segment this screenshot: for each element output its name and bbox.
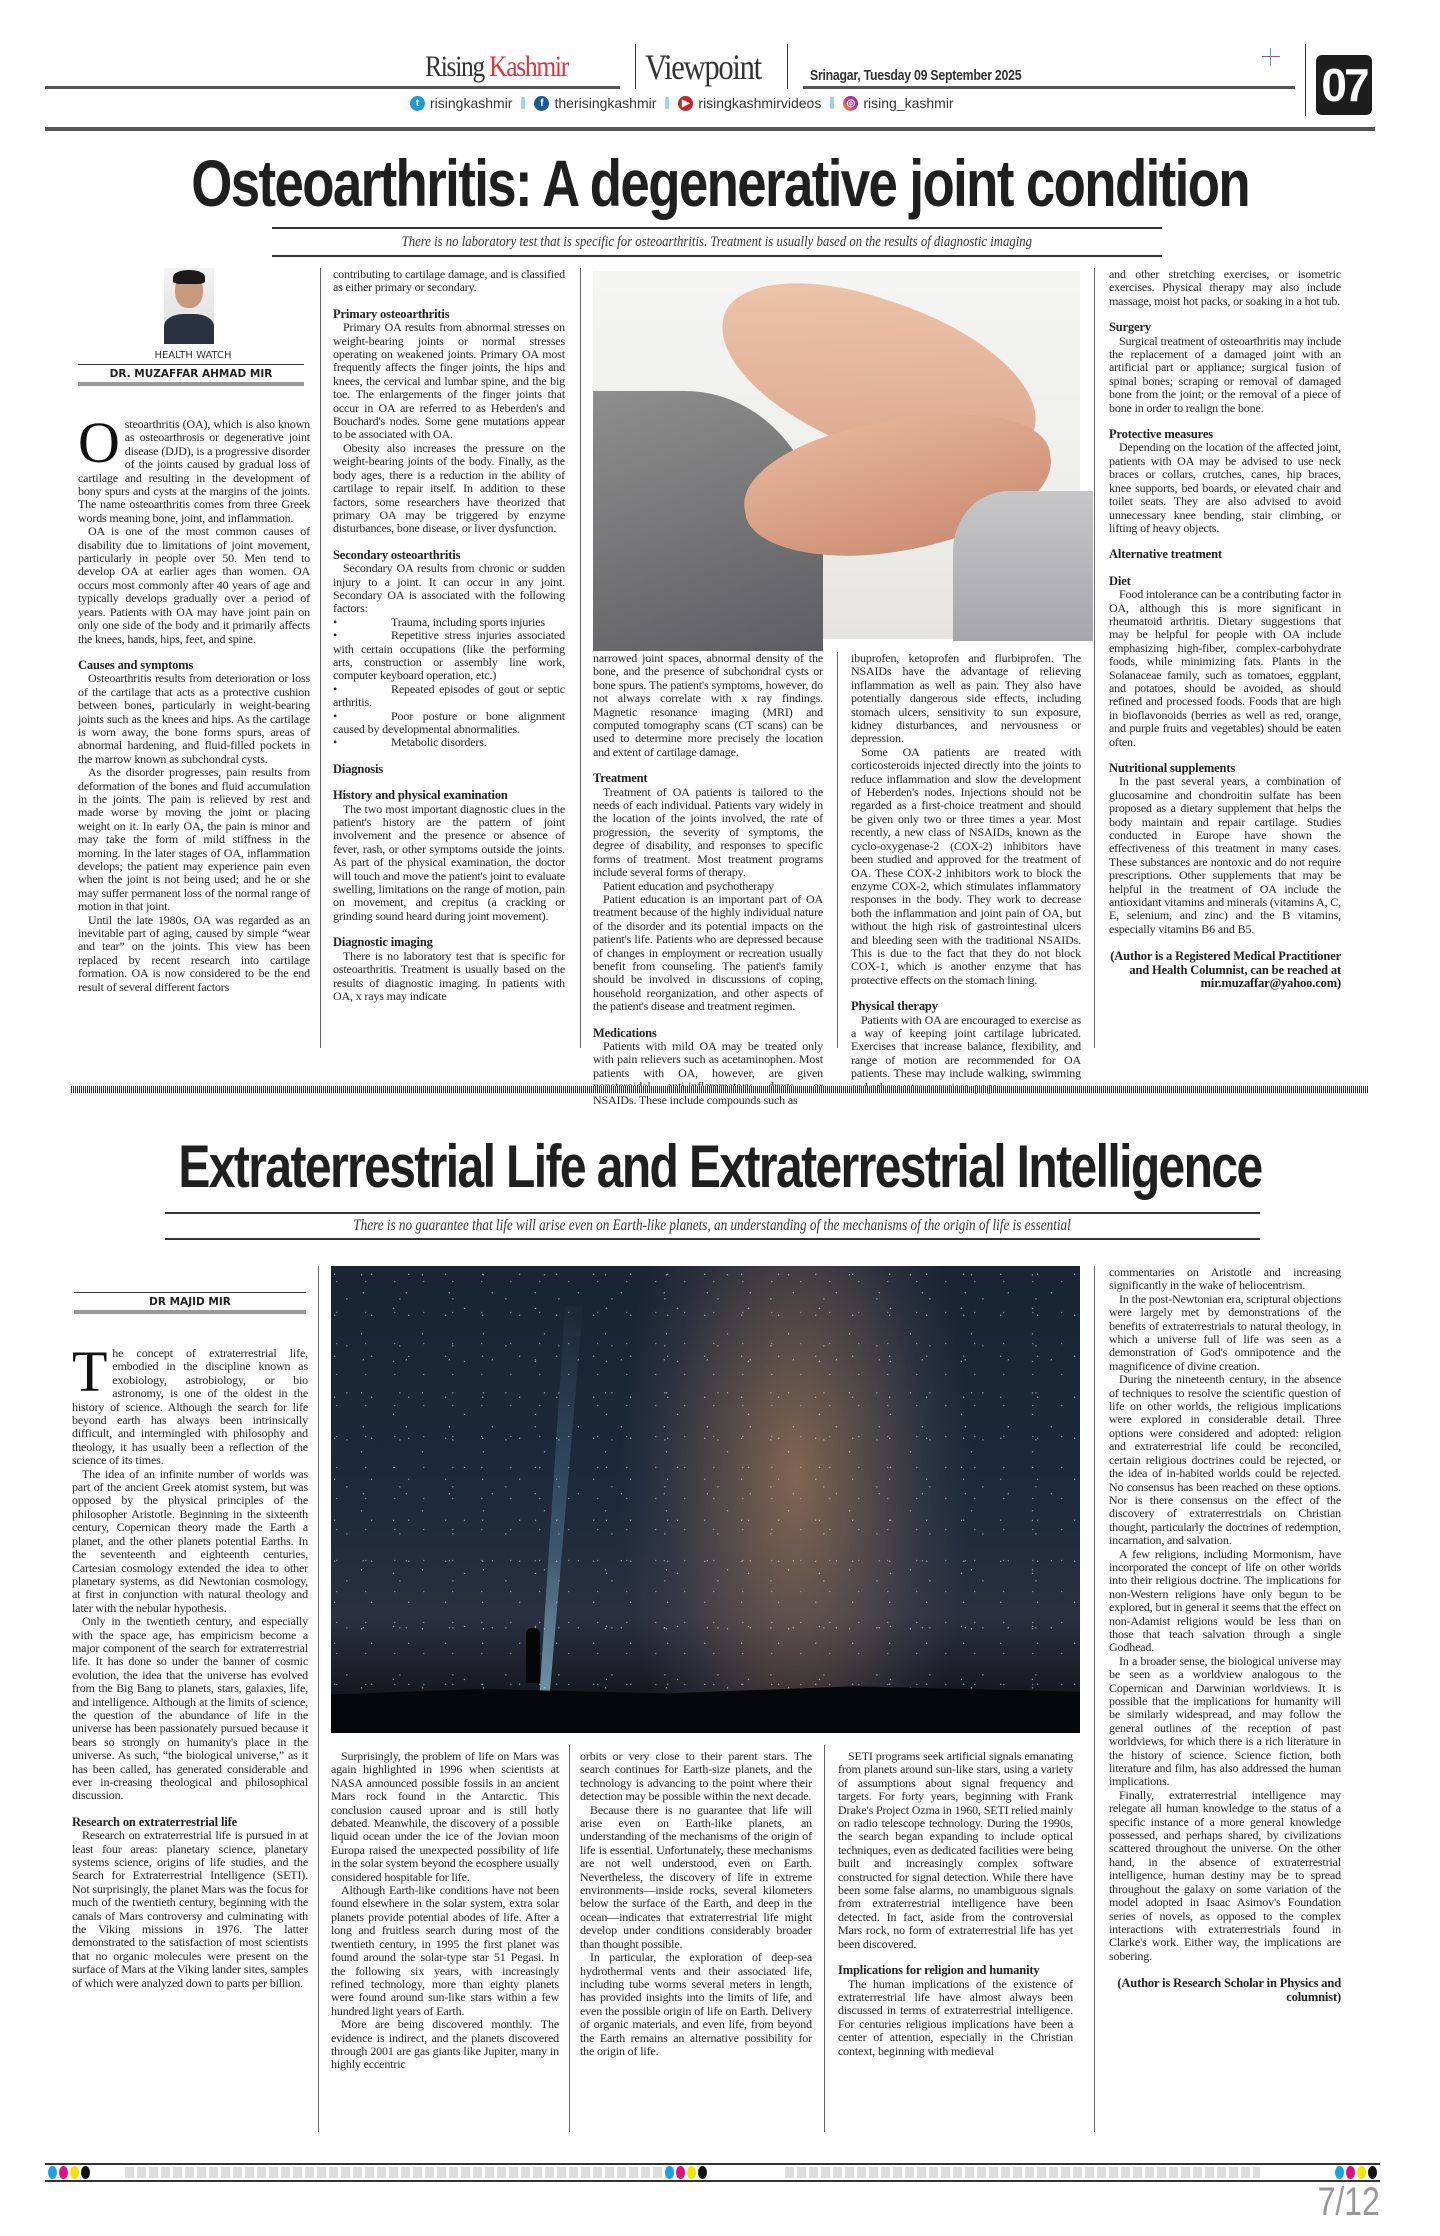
author-byline: DR MAJID MIR (74, 1292, 306, 1314)
section-heading (593, 772, 823, 785)
section-heading (1109, 762, 1341, 775)
text: Only in the twentieth century, and especially with the space age, has empiricism become a major component of the search for extraterrestrial life. It has done so under the banner of cosmic evolution, the idea that the universe has evolved from the Big Bang to planets, stars, galaxies, life, and intelligence. Although at the limits of science, the question of the abundance of life in the universe has been passionately pursued because it bears so strongly on humanity's place in the universe. As such, “the biological universe,” as it has been called, has generated considerable and ever in-creasing theological and philosophical discussion. (72, 1614, 308, 1803)
paragraph (333, 950, 565, 1004)
text: In a broader sense, the biological universe may be seen as a worldview analogous to the Copernican and Darwinian worldviews. It is possible that the implications for humanity will be similarly widespread, and may follow the general outlines of the reception of past worldviews, for which there is a rich literature in the history of science. Science fiction, both literature and film, has also addressed the human implications. (1109, 1653, 1341, 1789)
brand-rising: Rising (425, 50, 484, 83)
column-rule (824, 1745, 825, 2132)
text: Finally, extraterrestrial intelligence may relegate all human knowledge to the status of a specific instance of a more general knowledge possessed, and perhaps shared, by civilizations scattered throughout the universe. On the other hand, in the absence of extraterrestrial intelligence, human destiny may be to spread throughout the galaxy on some variation of the model adopted in Isaac Asimov's Foundation series of novels, as opposed to the complex interactions with extraterrestrials found in Clarke's work. Either way, the implications are sobering. (1109, 1787, 1341, 1963)
text: Metabolic disorders. (391, 735, 487, 750)
section-heading (593, 1027, 823, 1040)
text: Repeated episodes of gout or septic arthritis. (333, 681, 565, 710)
text: In particular, the exploration of deep-sea hydrothermal vents and their associated life, including tube worms several meters in length, has provided insights into the limits of life, and even the possible origin of life on Earth. Delivery of organic materials, and even life, from beyond the Earth remains an alternative possibility for the origin of life. (580, 1950, 812, 2058)
text: There is no laboratory test that is specific for osteoarthritis. Treatment is usually based on the results of diagnostic imaging. In patients with OA, x rays may indicate (333, 948, 565, 1003)
text: Treatment (593, 771, 648, 786)
text: steoarthritis (OA), which is also known as osteoarthrosis or degenerative joint disease (DJD), is a progressive disorder of the joints caused by gradual loss of cartilage and resulting in the development of bony spurs and cysts at the margins of the joints. The name osteoarthritis comes from three Greek words meaning bone, joint, and inflammation. (78, 417, 310, 525)
article-headline (0, 145, 1440, 221)
social-handle: risingkashmirvideos (698, 95, 822, 111)
paragraph (593, 893, 823, 1014)
text: (Author is a Registered Medical Practitioner and Health Columnist, can be reached at mir.muzaffar@yahoo.com) (1110, 949, 1341, 991)
registration-mark (1270, 48, 1271, 66)
section-heading (333, 549, 565, 562)
text: ibuprofen, ketoprofen and flurbiprofen. The NSAIDs have the advantage of relieving inflammation as well as pain. They also have potentially dangerous side effects, including stomach ulcers, sensitivity to sun exposure, kidney disturbances, and nervousness or depression. (851, 651, 1081, 746)
headline-text: Extraterrestrial Life and Extraterrestrial Intelligence (178, 1133, 1262, 1200)
bullet-item (333, 683, 565, 710)
text: Research on extraterrestrial life is pursued in at least four areas: planetary science, planetary systems science, origins of life studies, and the Search for Extraterrestrial Intelligence (SETI). Not surprisingly, the planet Mars was the focus for much of the twentieth century, beginning with the canals of Mars controversy and culminating with the Viking missions in 1976. The latter demonstrated to the satisfaction of most scientists that no organic molecules were present on the surface of Mars at the Viking lander sites, samples of which were analyzed down to parts per billion. (72, 1828, 308, 1990)
text: Treatment of OA patients is tailored to the needs of each individual. Patients vary widely in the location of the joints involved, the rate of progression, the severity of symptoms, the degree of disability, and responses to specific forms of treatment. Most treatment programs include several forms of therapy. (593, 784, 823, 880)
text: Secondary osteoarthritis (333, 547, 461, 562)
article-deck (165, 1212, 1260, 1240)
author-byline: DR. MUZAFFAR AHMAD MIR (78, 364, 304, 386)
text: narrowed joint spaces, abnormal density of the bone, and the presence of subchondral cysts or bone spurs. The patient's symptoms, however, do not always correlate with x ray findings. Magnetic resonance imaging (MRI) and computed tomography scans (CT scans) can be used to determine more precisely the location and extent of cartilage damage. (593, 651, 823, 759)
section-heading (333, 763, 565, 776)
text: Until the late 1980s, OA was regarded as an inevitable part of aging, caused by simple “wear and tear” on the joints. This view has been replaced by recent research into cartilage formation. OA is now considered to be the end result of several different factors (78, 912, 310, 994)
paragraph (333, 268, 565, 295)
text: and other stretching exercises, or isometric exercises. Physical therapy may also include massage, moist hot packs, or soaking in a hot tub. (1109, 267, 1341, 308)
paragraph (593, 1040, 823, 1107)
text: Although Earth-like conditions have not been found elsewhere in the solar system, extra solar planets provide potential abodes of life. After a long and fruitless search during most of the twentieth century, in 1995 the first planet was found around the solar-type star 51 Pegasi. In the following six years, with increasingly refined technology, more than eighty planets were found around sun-like stars within a few hundred light years of Earth. (331, 1883, 559, 2018)
paragraph (331, 2018, 559, 2072)
masthead-divider (635, 44, 636, 89)
paragraph (78, 672, 310, 766)
section-heading (851, 1000, 1081, 1013)
section-heading (1109, 548, 1341, 561)
paragraph (1109, 1789, 1341, 1963)
text: Primary osteoarthritis (333, 306, 450, 321)
column-rule (1094, 1266, 1095, 2132)
bullet-icon: • (333, 681, 338, 696)
paragraph (593, 880, 823, 893)
paragraph (333, 562, 565, 616)
social-twitter[interactable] (410, 95, 512, 111)
section-heading (72, 1816, 308, 1829)
article-column (1109, 1266, 1341, 2132)
paragraph (72, 1829, 308, 1990)
bullet-icon: • (333, 735, 338, 750)
drop-cap: T (72, 1339, 108, 1404)
paragraph (78, 525, 310, 646)
article-column (72, 1339, 308, 2132)
bullet-icon: • (333, 614, 338, 629)
text: Diagnosis (333, 761, 384, 776)
text: Repetitive stress injuries associated with certain occupations (like the performing arts, construction or assembly line work, computer keyboard operation, etc.) (333, 628, 565, 683)
paragraph (838, 1978, 1073, 2058)
paragraph (333, 321, 565, 442)
text: Surgical treatment of osteoarthritis may include the replacement of a damaged joint with an artificial part or appliance; surgical fusion of spinal bones; scraping or removal of damaged bone from the joint; or the removal of a piece of bone in order to realign the bone. (1109, 333, 1341, 415)
social-youtube[interactable] (678, 95, 821, 111)
text: Depending on the location of the affected joint, patients with OA may be advised to use neck braces or collars, crutches, canes, hip braces, knee supports, bed boards, or elevated chair and toilet seats. They are also advised to avoid unnecessary knee bending, stair climbing, or lifting of heavy objects. (1109, 440, 1341, 535)
page-counter: 7/12 (1317, 2180, 1380, 2224)
column-rule (837, 652, 838, 1048)
article-column (851, 651, 1081, 1081)
paragraph (593, 786, 823, 880)
paragraph (838, 1750, 1073, 1951)
text: A few religions, including Mormonism, have incorporated the concept of life on other worlds into their religious doctrine. The implications for non-Western religions have only begun to be explored, but in general it seems that the effect on non-Adamist religions would be less than on those that teach salvation through a single Godhead. (1109, 1546, 1341, 1655)
bullet-icon: • (333, 628, 338, 643)
column-rule (580, 268, 581, 1048)
paragraph (1109, 1373, 1341, 1547)
text: Because there is no guarantee that life will arise even on Earth-like planets, an understanding of the mechanisms of the origin of life is essential. Unfortunately, these mechanisms are not well understood, even on Earth. Nevertheless, the discovery of life in extreme environments—inside rocks, several kilometers below the surface of the Earth, and deep in the ocean—indicates that extraterrestrial life might develop under conditions considerably broader than thought possible. (580, 1802, 812, 1951)
text: OA is one of the most common causes of disability due to limitations of joint movement, particularly in people over 50. Men tend to develop OA at earlier ages than women. OA occurs most commonly after 40 years of age and typically develops gradually over a period of years. Patients with OA may have joint pain on only one side of the body and it primarily affects the knees, hands, hips, feet, and spine. (78, 524, 310, 646)
article-column (333, 268, 565, 1048)
paragraph (1109, 268, 1341, 308)
text: SETI programs seek artificial signals emanating from planets around sun-like stars, using a variety of assumptions about signal frequency and targets. For forty years, beginning with Frank Drake's Project Ozma in 1960, SETI relied mainly on radio telescope technology. During the 1990s, the search began expanding to include optical techniques, even as dedicated facilities were being built and increasingly complex software constructed for signal detection. While there have been some false alarms, no unambiguous signals from extraterrestrial intelligence have been detected. In fact, aside from the controversial Mars rock, no form of extraterrestrial life has yet been discovered. (838, 1749, 1073, 1951)
paragraph (1109, 1548, 1341, 1655)
bullet-item (333, 629, 565, 683)
facebook-icon: f (534, 96, 549, 111)
paragraph (851, 746, 1081, 987)
paragraph (333, 442, 565, 536)
paragraph (78, 410, 310, 525)
article-column (593, 651, 823, 1107)
bullet-item (333, 736, 565, 749)
bullet-icon: • (333, 708, 338, 723)
section-heading (838, 1964, 1073, 1977)
person-silhouette (526, 1628, 540, 1683)
page-number-divider (1305, 44, 1306, 116)
text: In the post-Newtonian era, scriptural objections were largely met by demonstrations of the benefits of extraterrestrials to natural theology, in which a universe full of life was seen as a demonstration of God's omnipotence and the magnificence of divine creation. (1109, 1291, 1341, 1373)
headline-text: Osteoarthritis: A degenerative joint condition (191, 146, 1249, 220)
text: orbits or very close to their parent stars. The search continues for Earth-size planets, and the technology is advancing to the point where their detection may be possible within the next decade. (580, 1749, 812, 1804)
social-separator (665, 97, 669, 109)
paragraph (580, 1750, 812, 1804)
text: Surgery (1109, 320, 1151, 335)
dateline: Srinagar, Tuesday 09 September 2025 (810, 67, 1022, 84)
text: Alternative treatment (1109, 547, 1222, 562)
paragraph (78, 766, 310, 913)
text: Some OA patients are treated with corticosteroids injected directly into the joints to reduce inflammation and slow the development of Heberden's nodes. Injections should not be regarded as a first-choice treatment and should be given only two or three times a year. Most recently, a new class of NSAIDs, known as the cyclo-oxygenase-2 (COX-2) inhibitors have been studied and approved for the treatment of OA. These COX-2 inhibitors work to block the enzyme COX-2, which stimulates inflammatory responses in the body. They work to decrease both the inflammation and joint pain of OA, but without the high risk of gastrointestinal ulcers and bleeding seen with the traditional NSAIDs. This is due to the fact that they do not block COX-1, which is another enzyme that has protective effects on the stomach lining. (851, 744, 1081, 987)
social-handle: risingkashmir (430, 95, 513, 111)
section-title: Viewpoint (645, 47, 761, 87)
text: contributing to cartilage damage, and is classified as either primary or secondary. (333, 267, 565, 295)
text: Primary OA results from abnormal stresses on weight-bearing joints or normal stresses operating on weakened joints. Primary OA most frequently affects the finger joints, the hips and knees, the cervical and lumbar spine, and the big toe. The enlargements of the finger joints that occur in OA are referred to as Heberden's and Bouchard's nodes. Some gene mutations appear to be associated with OA. (333, 320, 565, 442)
column-rule (318, 1266, 319, 2132)
drop-cap: O (78, 410, 120, 475)
paragraph (78, 914, 310, 994)
text: Causes and symptoms (78, 657, 194, 672)
column-rule (1094, 268, 1095, 1048)
header-rule (803, 86, 1295, 89)
paragraph (593, 652, 823, 759)
paragraph (333, 803, 565, 924)
brand-kashmir: Kashmir (489, 50, 568, 83)
paragraph (1109, 1293, 1341, 1373)
text: Diet (1109, 573, 1131, 588)
paragraph (72, 1339, 308, 1468)
text: Surprisingly, the problem of life on Mars was again highlighted in 1996 when scientists at NASA announced possible fossils in an ancient Mars rock found in the Antarctic. This conclusion caused uproar and is still hotly debated. Meanwhile, the discovery of a possible liquid ocean under the ice of the Jovian moon Europa raised the unexpected possibility of life in the solar system beyond the ecosphere usually considered hospitable for life. (331, 1749, 559, 1884)
text: commentaries on Aristotle and increasing significantly in the wake of heliocentrism. (1109, 1265, 1341, 1293)
paragraph (851, 1014, 1081, 1094)
section-heading (333, 308, 565, 321)
article-column (78, 410, 310, 1046)
social-links (410, 95, 954, 111)
text: Osteoarthritis results from deterioration or loss of the cartilage that acts as a protective cushion between bones, particularly in weight-bearing joints such as the knees and hips. As the cartilage is worn away, the bone forms spurs, areas of abnormal hardening, and fluid-filled pockets in the marrow known as subchondral cysts. (78, 671, 310, 766)
section-heading (1109, 428, 1341, 441)
article-column (1109, 268, 1341, 1048)
text: Physical therapy (851, 999, 938, 1014)
deck-text: There is no laboratory test that is specific for osteoarthritis. Treatment is usually based on the results of diagnostic imaging (401, 234, 1033, 250)
social-instagram[interactable] (843, 95, 953, 111)
text: Patient education and psychotherapy (603, 878, 775, 893)
page-number: 07 (1316, 55, 1372, 115)
bullet-item (333, 616, 565, 629)
arthritis-hands-photo (593, 271, 1080, 639)
column-label: HEALTH WATCH (154, 350, 232, 361)
registration-mark (1262, 56, 1280, 57)
night-sky-galaxy-photo (331, 1266, 1080, 1733)
youtube-icon: ▶ (678, 96, 693, 111)
social-separator (521, 97, 525, 109)
text: In the past several years, a combination of glucosamine and chondroitin sulfate has been proposed as a dietary supplement that helps the body maintain and repair cartilage. Studies conducted in Europe have shown the effectiveness of this treatment in many cases. These substances are nontoxic and do not require prescriptions. Other supplements that may be helpful in the treatment of OA include the antioxidant vitamins and minerals (vitamins A, C, E, selenium, and zinc) and the B vitamins, especially vitamins B6 and B5. (1109, 774, 1341, 936)
section-divider (71, 1086, 1369, 1093)
section-heading (78, 659, 310, 672)
print-color-bar (45, 2163, 1380, 2182)
author-note (1109, 1977, 1341, 2004)
header-rule (45, 86, 620, 89)
article-column (331, 1750, 559, 2132)
text: Patients with OA are encouraged to exercise as a way of keeping joint cartilage lubricated. Exercises that increase balance, flexibility, and range of motion are recommended for OA patients. These may include walking, swimming (851, 1012, 1081, 1081)
author-photo (164, 268, 214, 342)
paragraph (1109, 441, 1341, 535)
text: Implications for religion and humanity (838, 1963, 1040, 1978)
paragraph (72, 1615, 308, 1803)
text: Obesity also increases the pressure on the weight-bearing joints of the body. Finally, as the body ages, there is a reduction in the ability of cartilage to repair itself. In addition to these factors, some researchers have theorized that primary OA may be triggered by enzyme disturbances, bone disease, or liver dysfunction. (333, 440, 565, 536)
section-heading (333, 789, 565, 802)
instagram-icon: ◎ (843, 96, 858, 111)
text: Protective measures (1109, 427, 1213, 442)
text: The human implications of the existence of extraterrestrial life have almost always been discussed in terms of extraterrestrial intelligence. For centuries religious implications have been a center of attention, especially in the Christian context, beginning with medieval (838, 1976, 1073, 2058)
social-facebook[interactable] (534, 95, 656, 111)
article-headline (0, 1132, 1440, 1201)
column-rule (320, 268, 321, 1048)
twitter-icon: t (410, 96, 425, 111)
text: The two most important diagnostic clues in the patient's history are the pattern of joint involvement and the presence or absence of fever, rash, or other symptoms outside the joints. As part of the physical examination, the doctor will touch and move the patient's joint to evaluate swelling, limitations on the range of motion, pain on movement, and crepitus (a cracking or grinding sound heard during joint movement). (333, 801, 565, 923)
text: Secondary OA results from chronic or sudden injury to a joint. It can occur in any joint. Secondary OA is associated with the following factors: (333, 561, 565, 616)
text: Trauma, including sports injuries (391, 614, 545, 629)
text: Food intolerance can be a contributing factor in OA, although this is more significant in rheumatoid arthritis. Dietary suggestions that may be helpful for people with OA include emphasizing high-fiber, complex-carbohydrate foods, while minimizing fats. Plants in the Solanaceae family, such as tomatoes, eggplant, and potatoes, should be avoided, as should refined and processed foods. Foods that are high in bioflavonoids (berries as well as red, orange, and purple fruits and vegetables) should be eaten often. (1109, 587, 1341, 749)
bullet-item (333, 710, 565, 737)
section-heading (1109, 321, 1341, 334)
paragraph (331, 1884, 559, 2018)
text: (Author is Research Scholar in Physics and columnist) (1117, 1976, 1341, 2004)
section-heading (1109, 575, 1341, 588)
text: As the disorder progresses, pain results from deformation of the bones and fluid accumulation in the joints. The pain is relieved by rest and made worse by moving the joint or placing weight on it. In early OA, the pain is minor and may take the form of mild stiffness in the morning. In the later stages of OA, inflammation develops; the patient may experience pain even when the joint is not being used; and he or she may suffer permanent loss of the normal range of motion in that joint. (78, 765, 310, 914)
author-note (1109, 950, 1341, 990)
section-heading (333, 936, 565, 949)
text: Patient education is an important part of OA treatment because of the highly individual nature of the disorder and its potential impacts on the patient's life. Patients who are depressed because of changes in employment or recreation usually benefit from counseling. The patient's family should be involved in discussions of coping, household reorganization, and other aspects of the patient's disease and treatment regimen. (593, 891, 823, 1014)
article-column (580, 1750, 812, 2132)
article-deck (272, 227, 1162, 257)
paragraph (1109, 1266, 1341, 1293)
header-bottom-rule (45, 127, 1375, 131)
masthead-divider (787, 44, 788, 89)
text: Poor posture or bone alignment caused by developmental abnormalities. (333, 708, 565, 736)
article-column (838, 1750, 1073, 2132)
paragraph (1109, 588, 1341, 749)
paragraph (580, 1951, 812, 2058)
text: During the nineteenth century, in the absence of techniques to resolve the scientific question of life on other worlds, the religious implications were explored in considerable detail. Three options were considered and adopted: religion and extraterrestrial life could be reconciled, certain religious doctrines could be rejected, or the idea of in-habited worlds could be rejected. No consensus has been reached on these options. Nor is there consensus on the effect of the discovery of extraterrestrials on Christian thought, particularly the doctrines of redemption, incarnation, and salvation. (1109, 1372, 1341, 1548)
paragraph (1109, 775, 1341, 936)
deck-text: There is no guarantee that life will arise even on Earth-like planets, an understanding of the mechanisms of the origin of life is essential (353, 1217, 1072, 1234)
text: Nutritional supplements (1109, 761, 1236, 775)
text: History and physical examination (333, 788, 508, 803)
text: he concept of extraterrestrial life, embodied in the discipline known as exobiology, astrobiology, or bio astronomy, is one of the oldest in the history of science. Although the search for life beyond earth has always been intrinsically difficult, and intermingled with philosophy and theology, it has usually been a reflection of the science of its times. (72, 1346, 308, 1468)
paragraph (580, 1804, 812, 1951)
text: Research on extraterrestrial life (72, 1814, 238, 1829)
paragraph (1109, 1655, 1341, 1789)
social-handle: therisingkashmir (554, 95, 657, 111)
column-rule (569, 1745, 570, 2132)
paragraph (851, 652, 1081, 746)
paragraph (1109, 335, 1341, 415)
text: The idea of an infinite number of worlds was part of the ancient Greek atomist system, but was opposed by the physical principles of the philosopher Aristotle. Beginning in the sixteenth century, Copernican theory made the Earth a planet, and the other planets potential Earths. In the seventeenth and eighteenth centuries, Cartesian cosmology extended the idea to other planetary systems, as did Newtonian cosmology, at first in conjunction with natural theology and later with the nebular hypothesis. (72, 1466, 308, 1615)
social-handle: rising_kashmir (863, 95, 954, 111)
paragraph (72, 1468, 308, 1615)
paragraph (331, 1750, 559, 1884)
text: Diagnostic imaging (333, 935, 433, 950)
text: More are being discovered monthly. The evidence is indirect, and the planets discovered through 2001 are gas giants like Jupiter, many in highly eccentric (331, 2017, 559, 2072)
brand-logo (425, 50, 568, 84)
social-separator (830, 97, 834, 109)
text: Patients with mild OA may be treated only with pain relievers such as acetaminophen. Most patients with OA, however, are given NSAIDs. These include compounds such as (593, 1038, 823, 1107)
text: Medications (593, 1025, 657, 1040)
